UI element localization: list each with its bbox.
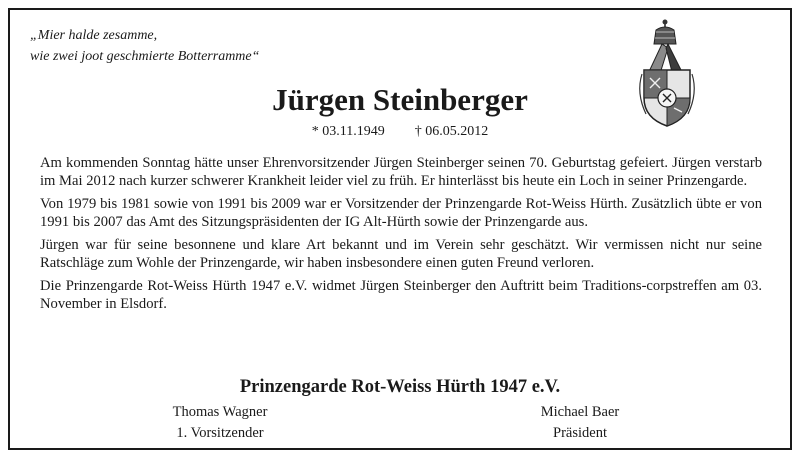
signatory-role: 1. Vorsitzender <box>176 425 264 441</box>
quote-line-1: „Mier halde zesamme, <box>30 28 158 43</box>
organization-name: Prinzengarde Rot-Weiss Hürth 1947 e.V. <box>239 377 561 397</box>
signatory-name: Michael Baer <box>540 404 620 420</box>
life-dates <box>0 123 800 141</box>
obituary-body <box>40 155 762 319</box>
quote-line-2: wie zwei joot geschmierte Botterramme“ <box>30 49 260 64</box>
signatory-left <box>140 402 300 444</box>
paragraph-4: Die Prinzengarde Rot-Weiss Hürth 1947 e.V. widmet Jürgen Steinberger den Auftritt beim Traditions-corpstreffen am 03. November in Elsdorf. <box>40 278 762 312</box>
paragraph-1: Am kommenden Sonntag hätte unser Ehrenvorsitzender Jürgen Steinberger seinen 70. Geburtstag gefeiert. Jürgen verstarb im Mai 2012 nach kurzer schwerer Krankheit leider viel zu früh. Er hinterlässt bis heute ein Loch in seiner Prinzengarde. <box>40 155 762 189</box>
signatory-role: Präsident <box>553 425 607 441</box>
paragraph-3: Jürgen war für seine besonnene und klare Art bekannt und im Verein sehr geschätzt. Wir vermissen nicht nur seine Ratschläge zum Wohle der Prinzengarde, wir haben insbesondere einen guten Freund verloren. <box>40 237 762 271</box>
signatory-name: Thomas Wagner <box>172 404 268 420</box>
death-date: † 06.05.2012 <box>414 124 489 139</box>
birth-date: * 03.11.1949 <box>311 124 385 139</box>
signatory-right <box>500 402 660 444</box>
deceased-name: Jürgen Steinberger <box>272 82 528 117</box>
paragraph-2: Von 1979 bis 1981 sowie von 1991 bis 2009 war er Vorsitzender der Prinzengarde Rot-Weiss Hürth. Zusätzlich übte er von 1991 bis 2007 das Amt des Sitzungspräsidenten der IG Alt-Hürth sowie der Prinzengarde aus. <box>40 196 762 230</box>
dialect-quote <box>30 25 259 67</box>
